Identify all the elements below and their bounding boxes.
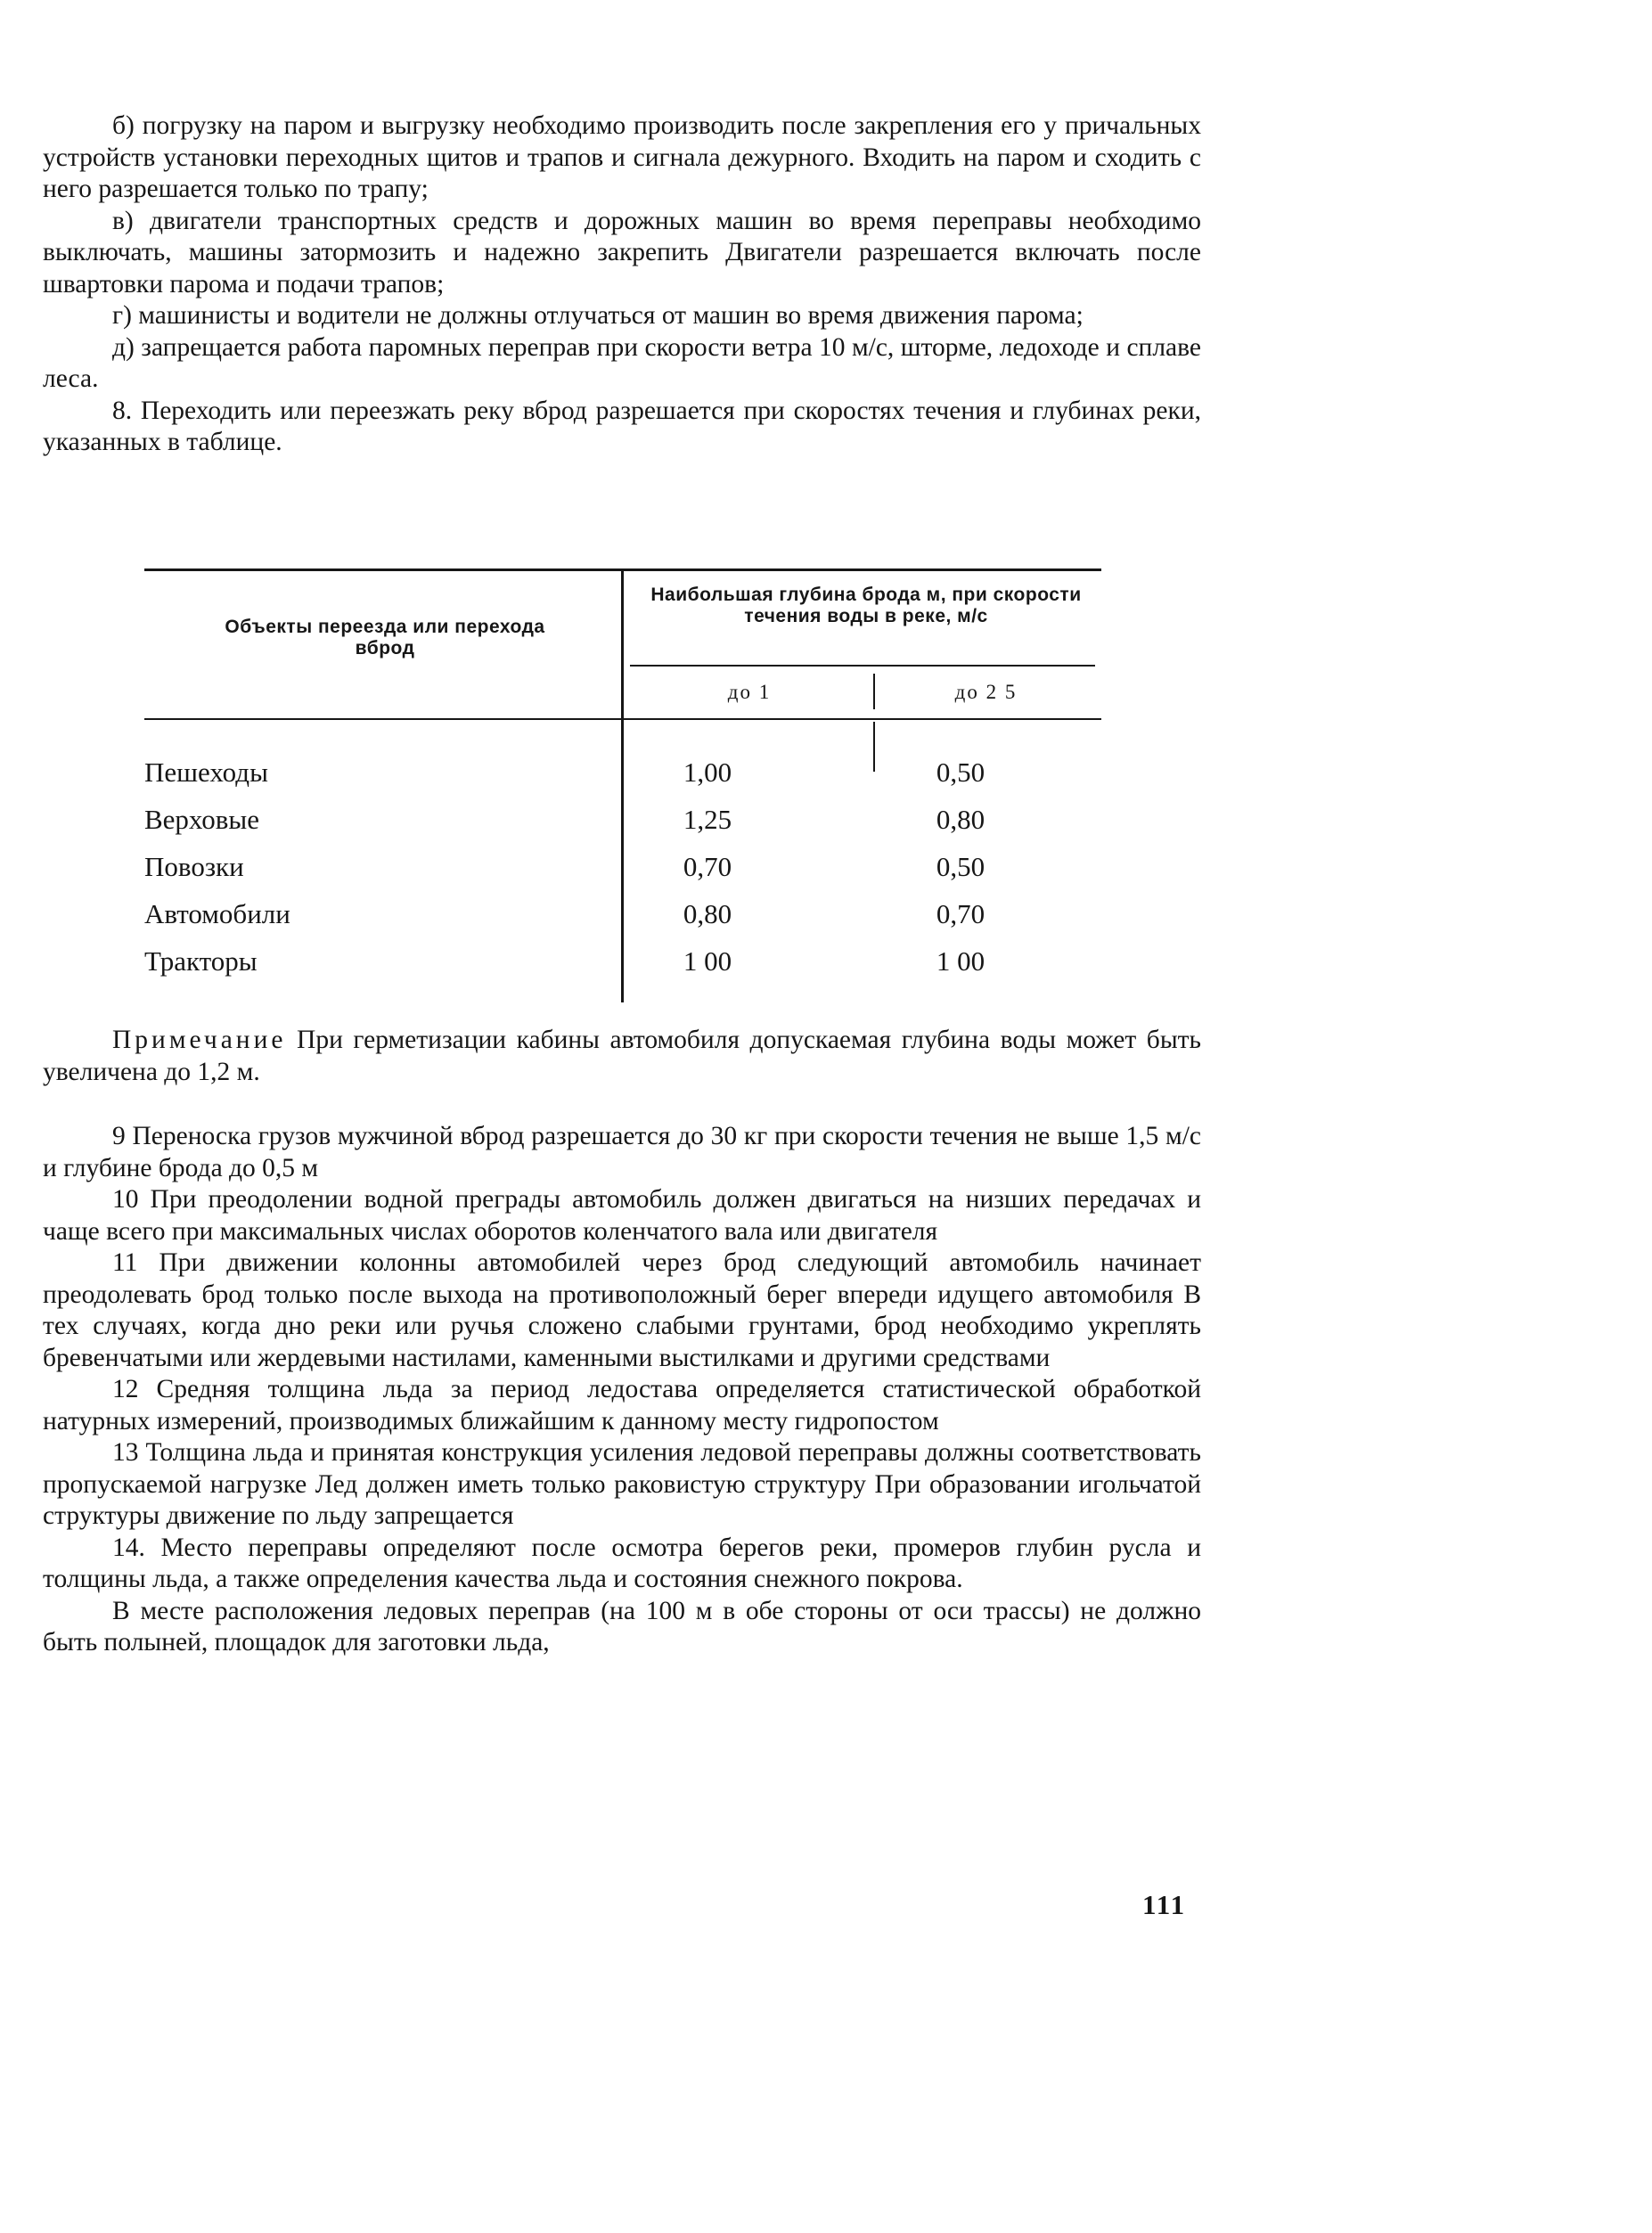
table-cell-depth-1: 0,70 [683, 851, 732, 882]
table-cell-depth-1: 1,25 [683, 804, 732, 835]
table-note [43, 1025, 1201, 1088]
table-header-subrule [630, 665, 1095, 667]
paragraph-8: 8. Переходить или переезжать реку вброд разрешается при скоростях течения и глубинах реки, указанных в таблице. [43, 396, 1201, 456]
table-row [144, 748, 1101, 796]
paragraph-14: 14. Место переправы определяют после осмотра берегов реки, промеров глубин русла и толщины льда, а также определения качества льда и состояния снежного покрова. [43, 1533, 1201, 1593]
paragraph-9: 9 Переноска грузов мужчиной вброд разрешается до 30 кг при скорости течения не выше 1,5 м/с и глубине брода до 0,5 м [43, 1122, 1201, 1182]
paragraph-item-g: г) машинисты и водители не должны отлучаться от машин во время движения парома; [112, 301, 1084, 330]
paragraph-13: 13 Толщина льда и принятая конструкция усиления ледовой переправы должны соответствовать пропускаемой нагрузке Лед должен иметь только раковистую структуру При образовании игольчатой структуры движение по льду запрещается [43, 1438, 1201, 1530]
table-cell-object: Тракторы [144, 945, 258, 977]
paragraph-12: 12 Средняя толщина льда за период ледостава определяется статистической обработкой натурных измерений, производимых ближайшим к данному месту гидропостом [43, 1375, 1201, 1436]
note-label: Примечание [112, 1026, 287, 1054]
table-cell-object: Пешеходы [144, 757, 268, 788]
paragraph-item-d: д) запрещается работа паромных переправ при скорости ветра 10 м/с, шторме, ледоходе и сплаве леса. [43, 332, 1201, 393]
table-row [144, 843, 1101, 890]
table-subheader-speed-1: до 1 [727, 681, 772, 703]
paragraph-ice-crossing: В месте расположения ледовых переправ (на 100 м в обе стороны от оси трассы) не должно быть полыней, площадок для заготовки льда, [43, 1596, 1201, 1656]
table-header-object: Объекты переезда или перехода вброд [225, 617, 545, 658]
table-cell-depth-2: 0,70 [936, 898, 985, 929]
table-row [144, 796, 1101, 843]
table-cell-depth-1: 1 00 [683, 945, 732, 977]
table-cell-object: Повозки [144, 851, 244, 882]
table-row [144, 937, 1101, 985]
text-block-bottom [43, 1121, 1201, 1659]
table-cell-depth-2: 1 00 [936, 945, 985, 977]
ford-depth-table [144, 568, 1101, 1002]
table-cell-object: Автомобили [144, 898, 290, 929]
page-number: 111 [1142, 1889, 1187, 1920]
table-cell-depth-1: 0,80 [683, 898, 732, 929]
table-header-depth: Наибольшая глубина брода м, при скорости течения воды в реке, м/с [650, 585, 1082, 626]
table-cell-depth-1: 1,00 [683, 757, 732, 788]
table-cell-depth-2: 0,50 [936, 757, 985, 788]
table-row [144, 890, 1101, 937]
paragraph-item-b: б) погрузку на паром и выгрузку необходимо производить после закрепления его у причальных устройств установки переходных щитов и трапов и сигнала дежурного. Входить на паром и сходить с него разрешается только по трапу; [43, 111, 1201, 203]
table-cell-depth-2: 0,50 [936, 851, 985, 882]
table-cell-depth-2: 0,80 [936, 804, 985, 835]
table-subheader-speed-2: до 2 5 [954, 681, 1018, 703]
paragraph-item-v: в) двигатели транспортных средств и дорожных машин во время переправы необходимо выключать, машины затормозить и надежно закрепить Двигатели разрешается включать после швартовки парома и подачи трапов; [43, 206, 1201, 299]
table-subheader-divider [873, 674, 875, 709]
paragraph-11: 11 При движении колонны автомобилей через брод следующий автомобиль начинает преодолевать брод только после выхода на противоположный берег впереди идущего автомобиля В тех случаях, когда дно реки или ручья сложено слабыми грунтами, брод необходимо укреплять бревенчатыми или жердевыми настилами, каменными выстилками и другими средствами [43, 1248, 1201, 1372]
paragraph-10: 10 При преодолении водной преграды автомобиль должен двигаться на низших передачах и чаще всего при максимальных числах оборотов коленчатого вала или двигателя [43, 1185, 1201, 1246]
table-header-bottom-rule [144, 718, 1101, 720]
text-block-top [43, 110, 1201, 459]
table-cell-object: Верховые [144, 804, 259, 835]
note-text: При герметизации кабины автомобиля допускаемая глубина воды может быть увеличена до 1,2 м. [43, 1026, 1201, 1086]
